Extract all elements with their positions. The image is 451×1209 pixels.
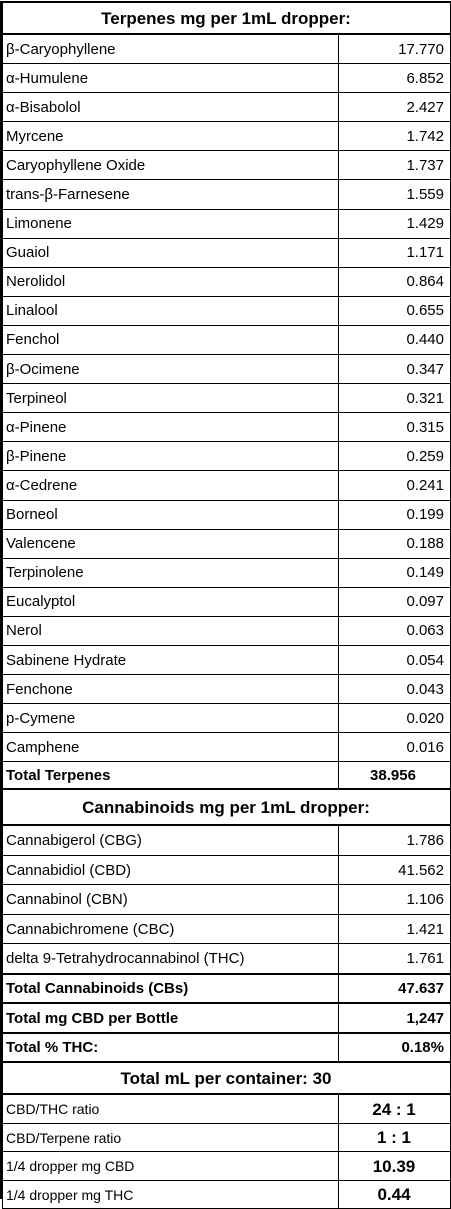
container-value: 24 : 1 [339, 1094, 451, 1123]
cannabinoid-value: 1.761 [339, 944, 451, 974]
terpene-value: 0.241 [339, 471, 451, 500]
terpene-value: 1.171 [339, 238, 451, 267]
terpene-row [3, 151, 451, 180]
terpene-name: α-Pinene [3, 413, 339, 442]
container-value: 1 : 1 [339, 1123, 451, 1152]
terpene-row [3, 675, 451, 704]
terpene-name: Valencene [3, 529, 339, 558]
terpene-value: 0.864 [339, 267, 451, 296]
terpenes-header-row [3, 2, 451, 34]
terpene-value: 1.429 [339, 209, 451, 238]
cannabinoid-total-label: Total mg CBD per Bottle [3, 1003, 339, 1033]
terpene-name: trans-β-Farnesene [3, 180, 339, 209]
terpene-row [3, 529, 451, 558]
cannabinoid-total-value: 1,247 [339, 1003, 451, 1033]
terpene-value: 0.097 [339, 587, 451, 616]
terpene-name: Camphene [3, 733, 339, 762]
cannabinoid-row [3, 914, 451, 944]
terpene-value: 0.063 [339, 616, 451, 645]
terpene-name: α-Cedrene [3, 471, 339, 500]
terpene-name: Terpinolene [3, 558, 339, 587]
terpene-name: β-Caryophyllene [3, 34, 339, 64]
cannabinoids-header: Cannabinoids mg per 1mL dropper: [3, 789, 451, 825]
terpene-name: α-Bisabolol [3, 93, 339, 122]
terpene-value: 0.188 [339, 529, 451, 558]
terpene-row [3, 34, 451, 64]
terpene-row [3, 267, 451, 296]
terpene-name: Caryophyllene Oxide [3, 151, 339, 180]
terpene-name: Fenchone [3, 675, 339, 704]
terpene-row [3, 413, 451, 442]
terpene-value: 1.737 [339, 151, 451, 180]
terpene-row [3, 180, 451, 209]
terpene-name: α-Humulene [3, 64, 339, 93]
cannabinoid-row [3, 855, 451, 885]
cannabinoid-total-row [3, 1033, 451, 1063]
container-label: CBD/Terpene ratio [3, 1123, 339, 1152]
cannabinoid-name: Cannabigerol (CBG) [3, 825, 339, 855]
cannabinoid-name: Cannabidiol (CBD) [3, 855, 339, 885]
cannabinoid-total-value: 0.18% [339, 1033, 451, 1063]
cannabinoid-value: 41.562 [339, 855, 451, 885]
terpene-value: 6.852 [339, 64, 451, 93]
terpene-name: Borneol [3, 500, 339, 529]
terpene-value: 0.315 [339, 413, 451, 442]
terpene-value: 0.149 [339, 558, 451, 587]
total-terpenes-value: 38.956 [339, 762, 451, 790]
terpene-name: Guaiol [3, 238, 339, 267]
terpene-row [3, 704, 451, 733]
terpene-row [3, 587, 451, 616]
terpene-name: Nerol [3, 616, 339, 645]
terpene-name: Linalool [3, 296, 339, 325]
terpene-value: 0.321 [339, 384, 451, 413]
cannabinoid-name: Cannabichromene (CBC) [3, 914, 339, 944]
terpene-row [3, 209, 451, 238]
terpene-value: 1.742 [339, 122, 451, 151]
terpene-value: 1.559 [339, 180, 451, 209]
results-table [2, 1, 451, 1209]
terpene-name: Myrcene [3, 122, 339, 151]
terpene-value: 0.655 [339, 296, 451, 325]
terpene-row [3, 122, 451, 151]
container-value: 0.44 [339, 1180, 451, 1209]
total-terpenes-row [3, 762, 451, 790]
terpene-name: Limonene [3, 209, 339, 238]
lab-results-sheet [0, 1, 450, 1205]
total-terpenes-label: Total Terpenes [3, 762, 339, 790]
container-label: 1/4 dropper mg THC [3, 1180, 339, 1209]
terpene-value: 2.427 [339, 93, 451, 122]
terpene-name: Sabinene Hydrate [3, 645, 339, 674]
cannabinoid-row [3, 944, 451, 974]
cannabinoid-name: delta 9-Tetrahydrocannabinol (THC) [3, 944, 339, 974]
cannabinoid-name: Cannabinol (CBN) [3, 885, 339, 915]
terpene-row [3, 471, 451, 500]
terpene-name: p-Cymene [3, 704, 339, 733]
terpene-value: 0.016 [339, 733, 451, 762]
terpene-row [3, 733, 451, 762]
cannabinoid-total-value: 47.637 [339, 974, 451, 1004]
container-row [3, 1152, 451, 1181]
terpene-value: 17.770 [339, 34, 451, 64]
terpene-row [3, 500, 451, 529]
container-value: 10.39 [339, 1152, 451, 1181]
terpene-value: 0.199 [339, 500, 451, 529]
terpene-row [3, 355, 451, 384]
cannabinoid-row [3, 825, 451, 855]
terpene-name: Fenchol [3, 325, 339, 354]
terpene-value: 0.020 [339, 704, 451, 733]
results-table-body [3, 2, 451, 1209]
terpene-name: Nerolidol [3, 267, 339, 296]
container-row [3, 1094, 451, 1123]
terpene-row [3, 64, 451, 93]
container-header: Total mL per container: 30 [3, 1062, 451, 1094]
terpene-row [3, 645, 451, 674]
terpene-name: Terpineol [3, 384, 339, 413]
terpenes-header: Terpenes mg per 1mL dropper: [3, 2, 451, 34]
terpene-value: 0.043 [339, 675, 451, 704]
terpene-value: 0.259 [339, 442, 451, 471]
terpene-value: 0.054 [339, 645, 451, 674]
terpene-row [3, 616, 451, 645]
cannabinoid-value: 1.106 [339, 885, 451, 915]
cannabinoids-header-row [3, 789, 451, 825]
container-row [3, 1123, 451, 1152]
terpene-row [3, 558, 451, 587]
cannabinoid-total-row [3, 1003, 451, 1033]
terpene-row [3, 384, 451, 413]
cannabinoid-total-row [3, 974, 451, 1004]
terpene-row [3, 325, 451, 354]
terpene-name: Eucalyptol [3, 587, 339, 616]
terpene-row [3, 93, 451, 122]
cannabinoid-value: 1.786 [339, 825, 451, 855]
cannabinoid-total-label: Total Cannabinoids (CBs) [3, 974, 339, 1004]
container-label: CBD/THC ratio [3, 1094, 339, 1123]
cannabinoid-total-label: Total % THC: [3, 1033, 339, 1063]
terpene-name: β-Ocimene [3, 355, 339, 384]
cannabinoid-row [3, 885, 451, 915]
container-label: 1/4 dropper mg CBD [3, 1152, 339, 1181]
terpene-value: 0.440 [339, 325, 451, 354]
terpene-row [3, 442, 451, 471]
terpene-value: 0.347 [339, 355, 451, 384]
terpene-name: β-Pinene [3, 442, 339, 471]
container-row [3, 1180, 451, 1209]
container-header-row [3, 1062, 451, 1094]
cannabinoid-value: 1.421 [339, 914, 451, 944]
terpene-row [3, 238, 451, 267]
terpene-row [3, 296, 451, 325]
